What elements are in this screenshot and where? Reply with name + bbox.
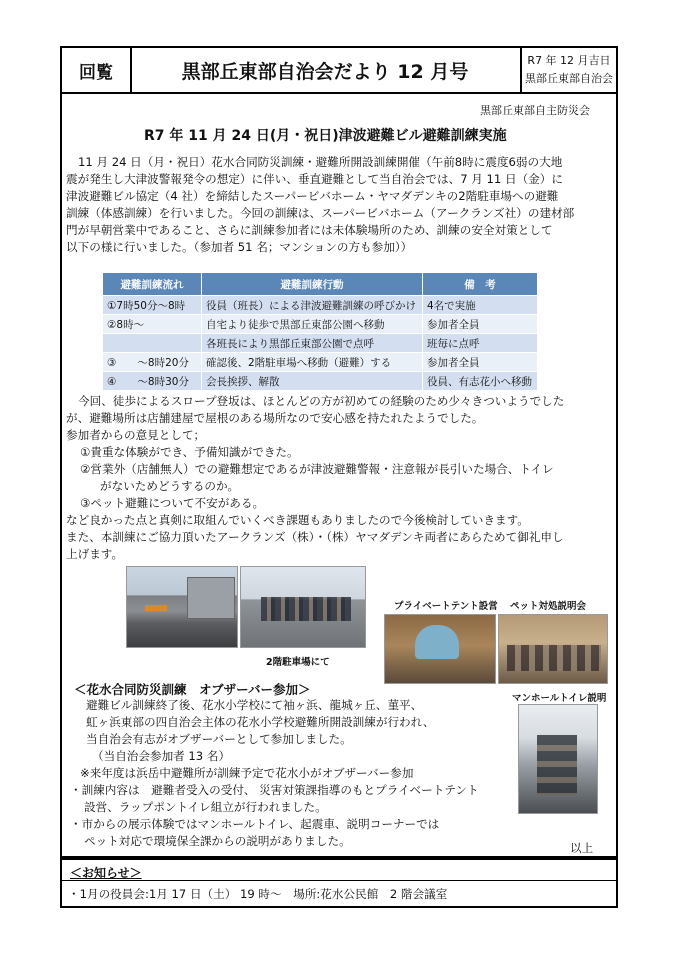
- intro-line: 津波避難ビル協定（4 社）を締結したスーパービバホーム・ヤマダデンキの2階駐車場への避難: [66, 189, 559, 203]
- intro-line: 11 月 24 日（月・祝日）花水合同防災訓練・避難所開設訓練開催（午前8時に震度6弱の大地: [78, 155, 563, 169]
- photo-tent: [384, 614, 496, 684]
- table-cell: ②8時～: [103, 315, 202, 334]
- body-line: また、本訓練にご協力頂いたアークランズ（株）・（株）ヤマダデンキ両者にあらためて御礼申し: [66, 530, 564, 544]
- caption-toilet: マンホールトイレ説明: [512, 693, 607, 704]
- drill-schedule-table: [102, 272, 538, 391]
- notice-heading: ＜お知らせ＞: [70, 866, 142, 880]
- table-cell: 班毎に点呼: [423, 334, 538, 353]
- notice-divider: [62, 880, 616, 881]
- table-row: [103, 353, 538, 372]
- table-cell: 会長挨拶、解散: [202, 372, 423, 391]
- observer-line: ・訓練内容は 避難者受入の受付、 災害対策課指導のもとプライベートテント: [70, 783, 479, 797]
- table-row: [103, 296, 538, 315]
- article-headline: R7 年 11 月 24 日(月・祝日)津波避難ビル避難訓練実施: [144, 128, 507, 144]
- intro-line: 震が発生し大津波警報発令の想定）に伴い、垂直避難として当自治会では、7 月 11 日（金）に: [66, 172, 563, 186]
- table-cell: 役員、有志花小へ移動: [423, 372, 538, 391]
- table-cell: 各班長により黒部丘東部公園で点呼: [202, 334, 423, 353]
- kairan-label: 回覧: [62, 48, 132, 92]
- article-intro: [66, 154, 574, 256]
- article-org: 黒部丘東部自主防災会: [480, 104, 590, 117]
- table-cell: ④ ～8時30分: [103, 372, 202, 391]
- opinion-item: ②営業外（店舗無人）での避難想定であるが津波避難警報・注意報が長引いた場合、トイレ: [80, 462, 554, 476]
- observer-line: ・市からの展示体験ではマンホールトイレ、起震車、説明コーナーでは: [70, 817, 440, 831]
- notice-box: [60, 858, 618, 908]
- table-row: [103, 334, 538, 353]
- table-header: 備 考: [423, 273, 538, 296]
- notice-line: ・1月の役員会:1月 17 日（土） 19 時～ 場所:花水公民館 2 階会議室: [68, 887, 448, 901]
- observer-line: 虹ヶ浜東部の四自治会主体の花水小学校避難所開設訓練が行われ、: [86, 715, 435, 729]
- article-body: [66, 393, 564, 563]
- newsletter-title: 黒部丘東部自治会だより 12 月号: [130, 48, 522, 92]
- opinion-item: ①貴重な体験ができ、予備知識ができた。: [80, 445, 299, 459]
- issuer: 黒部丘東部自治会: [525, 72, 613, 85]
- caption-parking: 2階駐車場にて: [266, 657, 330, 668]
- table-row: [103, 315, 538, 334]
- observer-body: [66, 697, 479, 850]
- table-row: [103, 372, 538, 391]
- caption-tent: プライベートテント設営: [394, 601, 498, 612]
- observer-line: ペット対応で環境保全課からの説明がありました。: [84, 834, 351, 848]
- observer-line: 設営、ラップポントイレ組立が行われました。: [84, 800, 327, 814]
- body-line: 今回、徒歩によるスロープ登坂は、ほとんどの方が初めての経験のため少々きついようでした: [78, 394, 565, 408]
- header-meta: [522, 52, 616, 88]
- intro-line: 以下の様に行いました。（参加者 51 名；マンションの方も参加））: [66, 240, 413, 254]
- body-line: など良かった点と真剣に取組んでいくべき課題もありましたので今後検討していきます。: [66, 513, 529, 527]
- photo-manhole-toilet: [518, 704, 598, 814]
- table-cell: 役員（班長）による津波避難訓練の呼びかけ: [202, 296, 423, 315]
- body-line: 参加者からの意見として；: [66, 428, 206, 442]
- table-cell: ①7時50分～8時: [103, 296, 202, 315]
- caption-pet: ペット対処説明会: [510, 601, 587, 612]
- table-cell: 参加者全員: [423, 315, 538, 334]
- table-header: 避難訓練行動: [202, 273, 423, 296]
- table-cell: 参加者全員: [423, 353, 538, 372]
- observer-line: 避難ビル訓練終了後、花水小学校にて袖ヶ浜、龍城ヶ丘、菫平、: [86, 698, 423, 712]
- opinion-item: がないためどうするのか。: [100, 479, 240, 493]
- observer-line: 当自治会有志がオブザーバーとして参加しました。: [86, 732, 352, 746]
- header-box: [60, 46, 618, 94]
- issue-date: R7 年 12 月吉日: [527, 54, 611, 67]
- table-cell: 確認後、2階駐車場へ移動（避難）する: [202, 353, 423, 372]
- table-cell: [103, 334, 202, 353]
- observer-line: ※来年度は浜岳中避難所が訓練予定で花水小がオブザーバー参加: [80, 766, 414, 780]
- photo-pet: [498, 614, 608, 684]
- opinion-item: ③ペット避難について不安がある。: [80, 496, 265, 510]
- closing-ijo: 以上: [570, 841, 594, 855]
- body-line: 上げます。: [66, 547, 124, 561]
- table-cell: 自宅より徒歩で黒部丘東部公園へ移動: [202, 315, 423, 334]
- photo-parking-group: [240, 566, 366, 648]
- observer-line: （当自治会参加者 13 名）: [92, 749, 231, 763]
- table-header: 避難訓練流れ: [103, 273, 202, 296]
- body-line: が、避難場所は店舗建屋で屋根のある場所なので安心感を持たれたようでした。: [66, 411, 484, 425]
- photo-parking-slope: [126, 566, 238, 648]
- intro-line: 門が早朝営業中であること、さらに訓練参加者には未体験場所のため、訓練の安全対策として: [66, 223, 553, 237]
- observer-heading: ＜花水合同防災訓練 オブザーバー参加＞: [74, 682, 311, 697]
- intro-line: 訓練（体感訓練）を行いました。今回の訓練は、スーパービバホーム（アークランズ社）の建材部: [66, 206, 575, 220]
- table-cell: 4名で実施: [423, 296, 538, 315]
- table-cell: ③ ～8時20分: [103, 353, 202, 372]
